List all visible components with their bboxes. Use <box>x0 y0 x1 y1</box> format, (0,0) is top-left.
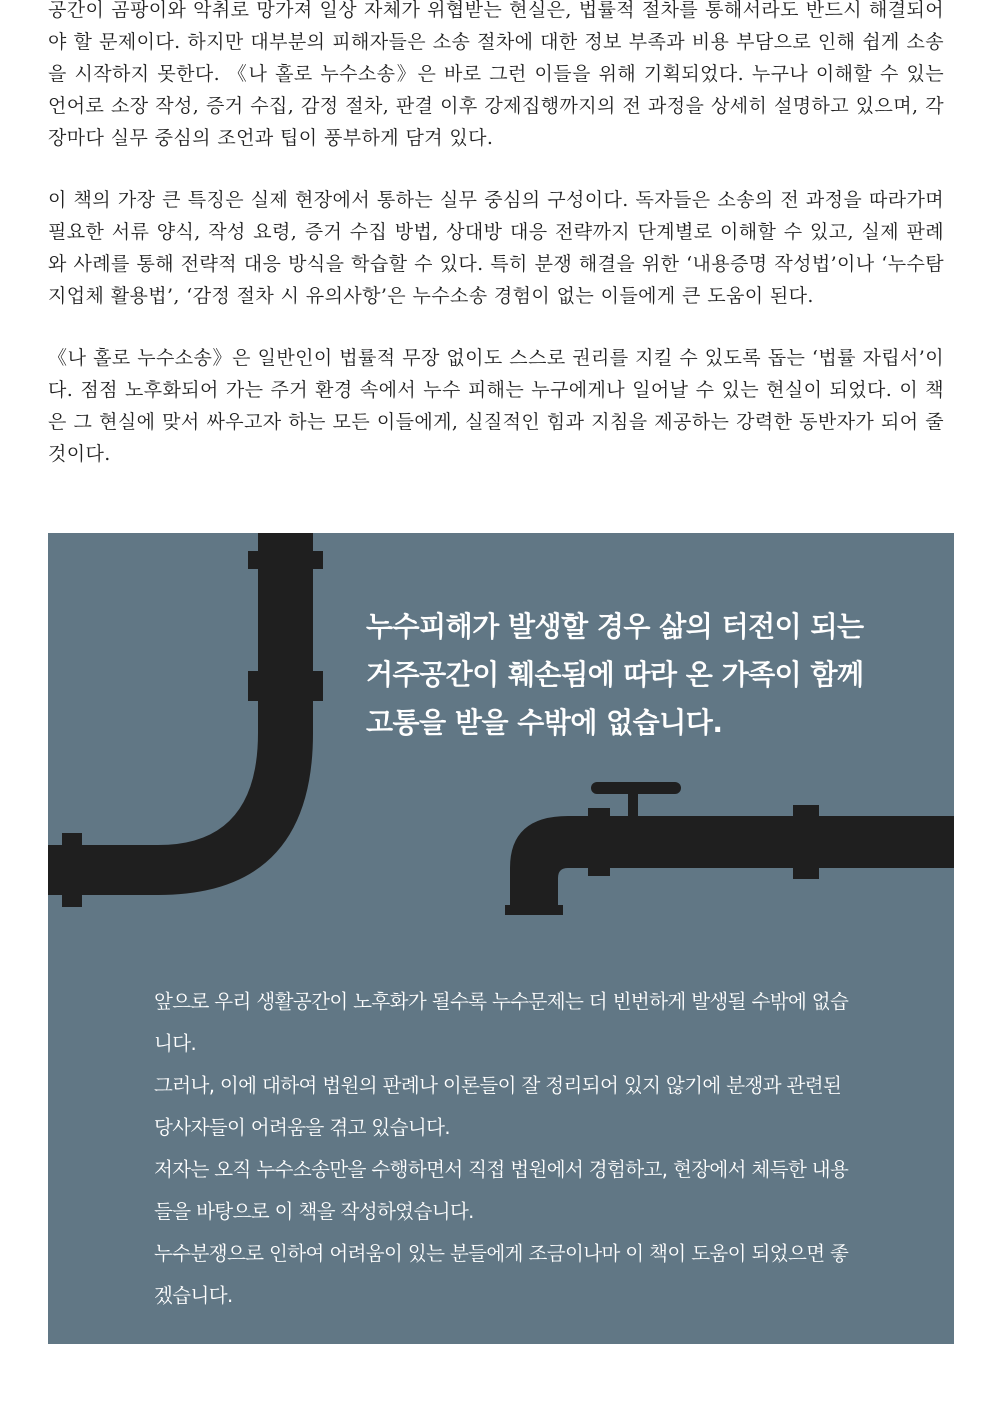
left-elbow-pipe <box>48 533 313 895</box>
message-line: 당사자들이 어려움을 겪고 있습니다. <box>154 1116 450 1139</box>
message-line: 니다. <box>154 1032 197 1055</box>
message-line: 앞으로 우리 생활공간이 노후화가 될수록 누수문제는 더 빈번하게 발생될 수밖에 없습 <box>154 990 849 1013</box>
faucet-spout-tip <box>505 905 563 915</box>
faucet-pipe-coupling-right <box>793 805 819 879</box>
left-pipe-coupling-bottom <box>62 833 82 907</box>
message-line: 누수분쟁으로 인하여 어려움이 있는 분들에게 조금이나마 이 책이 도움이 되었으면 좋 <box>154 1242 849 1265</box>
faucet-spout <box>510 816 593 915</box>
message-line: 저자는 오직 누수소송만을 수행하면서 직접 법원에서 경험하고, 현장에서 체득한 내용 <box>154 1158 849 1181</box>
message-line: 겠습니다. <box>154 1284 233 1307</box>
faucet-valve-handle <box>591 782 681 794</box>
left-pipe-coupling-top <box>248 551 323 569</box>
headline-line: 고통을 받을 수밖에 없습니다. <box>366 706 723 739</box>
intro-paragraph-1: 공간이 곰팡이와 악취로 망가져 일상 자체가 위협받는 현실은, 법률적 절차를 통해서라도 반드시 해결되어야 할 문제이다. 하지만 대부분의 피해자들은 소송 절차에 대한 정보 부족과 비용 부담으로 인해 쉽게 소송을 시작하지 못한다. 《나 홀로 누수소송》은 바로 그런 이들을 위해 기획되었다. 누구나 이해할 수 있는 언어로 소장 작성, 증거 수집, 감정 절차, 판결 이후 강제집행까지의 전 과정을 상세히 설명하고 있으며, 각 장마다 실무 중심의 조언과 팁이 풍부하게 담겨 있다. <box>48 0 944 149</box>
back-cover-image <box>48 533 954 1344</box>
intro-paragraph-2: 이 책의 가장 큰 특징은 실제 현장에서 통하는 실무 중심의 구성이다. 독자들은 소송의 전 과정을 따라가며 필요한 서류 양식, 작성 요령, 증거 수집 방법, 상대방 대응 전략까지 단계별로 이해할 수 있고, 실제 판례와 사례를 통해 전략적 대응 방식을 학습할 수 있다. 특히 분쟁 해결을 위한 ‘내용증명 작성법’이나 ‘누수탐지업체 활용법’, ‘감정 절차 시 유의사항’은 누수소송 경험이 없는 이들에게 큰 도움이 된다. <box>48 189 944 307</box>
left-pipe-coupling-middle <box>248 671 323 701</box>
message-line: 들을 바탕으로 이 책을 작성하였습니다. <box>154 1200 474 1223</box>
cover-message <box>154 981 884 1317</box>
message-line: 그러나, 이에 대하여 법원의 판례나 이론들이 잘 정리되어 있지 않기에 분쟁과 관련된 <box>154 1074 842 1097</box>
intro-text <box>48 0 944 500</box>
cover-headline <box>366 603 926 747</box>
headline-line: 누수피해가 발생할 경우 삶의 터전이 되는 <box>366 610 864 643</box>
intro-paragraph-3: 《나 홀로 누수소송》은 일반인이 법률적 무장 없이도 스스로 권리를 지킬 수 있도록 돕는 ‘법률 자립서’이다. 점점 노후화되어 가는 주거 환경 속에서 누수 피해는 누구에게나 일어날 수 있는 현실이 되었다. 이 책은 그 현실에 맞서 싸우고자 하는 모든 이들에게, 실질적인 힘과 지침을 제공하는 강력한 동반자가 되어 줄 것이다. <box>48 347 944 465</box>
headline-line: 거주공간이 훼손됨에 따라 온 가족이 함께 <box>366 658 864 691</box>
faucet-pipe <box>573 816 954 868</box>
